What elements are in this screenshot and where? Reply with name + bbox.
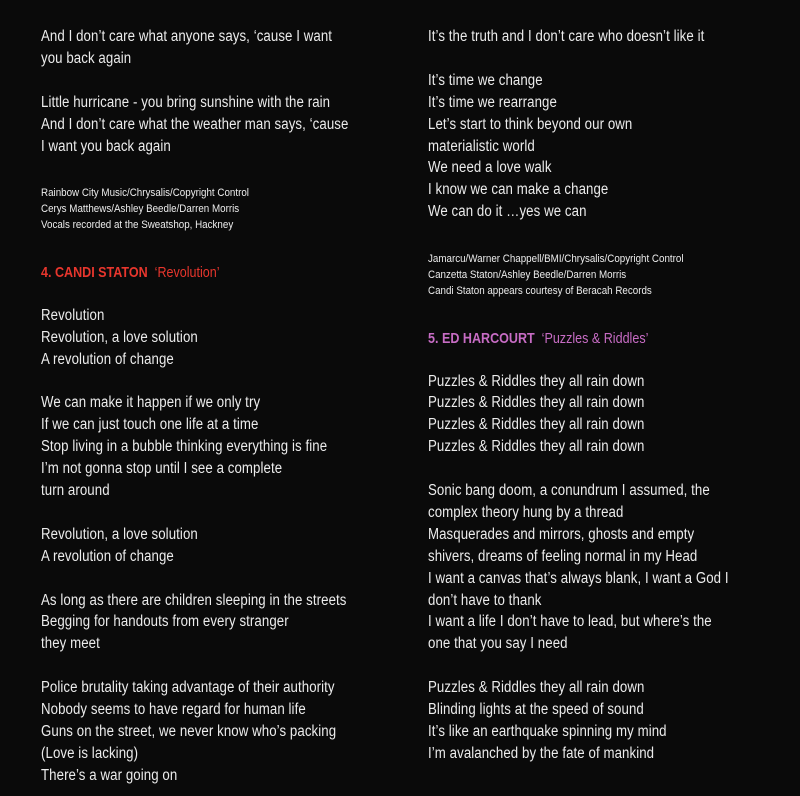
- lyric-line: Puzzles & Riddles they all rain down: [428, 438, 645, 456]
- lyric-line: As long as there are children sleeping in the streets: [41, 591, 347, 609]
- lyric-line: I’m not gonna stop until I see a complete: [41, 460, 283, 478]
- song-credits: [41, 186, 355, 233]
- lyric-line: I want you back again: [41, 137, 171, 155]
- lyric-line: Puzzles & Riddles they all rain down: [428, 679, 645, 697]
- lyric-line: materialistic world: [428, 137, 535, 155]
- right-column: [428, 26, 793, 765]
- lyric-line: It’s time we rearrange: [428, 93, 557, 111]
- lyric-stanza: [41, 26, 355, 70]
- credit-line: Canzetta Staton/Ashley Beedle/Darren Morris: [428, 268, 627, 281]
- song-credits: [428, 252, 742, 299]
- lyric-stanza: [41, 524, 355, 568]
- lyric-stanza: [428, 371, 742, 459]
- lyric-line: I want a life I don’t have to lead, but where’s the: [428, 613, 712, 631]
- lyric-line: And I don’t care what anyone says, ‘cause I want: [41, 28, 333, 45]
- lyric-line: shivers, dreams of feeling normal in my Head: [428, 547, 698, 565]
- lyric-line: We need a love walk: [428, 159, 552, 177]
- track-title: ‘Puzzles & Riddles’: [541, 330, 649, 347]
- lyric-stanza: [428, 677, 742, 765]
- lyric-line: I’m avalanched by the fate of mankind: [428, 744, 655, 762]
- lyric-line: you back again: [41, 49, 132, 67]
- lyric-line: Revolution, a love solution: [41, 525, 198, 543]
- lyric-line: If we can just touch one life at a time: [41, 416, 259, 434]
- track-heading: [41, 263, 355, 283]
- lyric-line: Begging for handouts from every stranger: [41, 613, 289, 631]
- lyric-line: Police brutality taking advantage of their authority: [41, 679, 335, 697]
- lyric-line: A revolution of change: [41, 547, 174, 565]
- lyric-line: Puzzles & Riddles they all rain down: [428, 416, 645, 434]
- lyric-stanza: [41, 590, 355, 656]
- lyric-line: Nobody seems to have regard for human life: [41, 701, 306, 719]
- lyric-line: turn around: [41, 482, 110, 500]
- credit-line: Rainbow City Music/Chrysalis/Copyright Control: [41, 187, 249, 200]
- lyric-stanza: [428, 480, 742, 655]
- lyric-line: Puzzles & Riddles they all rain down: [428, 394, 645, 412]
- lyric-line: Guns on the street, we never know who’s packing: [41, 722, 337, 740]
- track-title: ‘Revolution’: [154, 264, 220, 281]
- track-heading: [428, 329, 742, 349]
- lyric-line: Puzzles & Riddles they all rain down: [428, 372, 645, 390]
- lyric-line: Masquerades and mirrors, ghosts and empty: [428, 525, 695, 543]
- lyric-line: Sonic bang doom, a conundrum I assumed, the: [428, 482, 710, 500]
- lyric-line: Revolution: [41, 306, 105, 324]
- left-column: [41, 26, 406, 787]
- lyric-line: Let’s start to think beyond our own: [428, 115, 633, 133]
- lyric-line: Little hurricane - you bring sunshine with the rain: [41, 93, 331, 111]
- lyric-stanza: [41, 392, 355, 502]
- lyric-line: We can make it happen if we only try: [41, 394, 261, 412]
- credit-line: Cerys Matthews/Ashley Beedle/Darren Morris: [41, 203, 240, 216]
- track-artist: 5. ED HARCOURT: [428, 330, 535, 347]
- lyric-line: I want a canvas that’s always blank, I want a God I: [428, 569, 729, 587]
- lyric-line: We can do it …yes we can: [428, 203, 587, 221]
- credit-line: Vocals recorded at the Sweatshop, Hackney: [41, 219, 234, 232]
- lyric-line: A revolution of change: [41, 350, 174, 368]
- lyric-stanza: [428, 26, 742, 48]
- lyric-stanza: [41, 305, 355, 371]
- lyric-line: Blinding lights at the speed of sound: [428, 701, 644, 719]
- lyric-stanza: [41, 677, 355, 787]
- lyric-line: (Love is lacking): [41, 744, 139, 762]
- lyric-stanza: [428, 70, 742, 223]
- lyric-line: complex theory hung by a thread: [428, 503, 624, 521]
- lyric-line: It’s like an earthquake spinning my mind: [428, 723, 667, 740]
- lyric-line: Revolution, a love solution: [41, 328, 198, 346]
- lyric-line: And I don’t care what the weather man says, ‘cause: [41, 115, 349, 133]
- lyric-line: It’s the truth and I don’t care who doesn’t like it: [428, 28, 705, 45]
- lyric-line: There’s a war going on: [41, 766, 178, 784]
- credit-line: Candi Staton appears courtesy of Beracah Records: [428, 284, 652, 297]
- credit-line: Jamarcu/Warner Chappell/BMI/Chrysalis/Copyright Control: [428, 253, 684, 266]
- lyric-line: don’t have to thank: [428, 591, 542, 609]
- lyric-stanza: [41, 92, 355, 158]
- lyric-line: Stop living in a bubble thinking everything is fine: [41, 438, 328, 456]
- lyric-line: they meet: [41, 635, 100, 653]
- lyric-line: one that you say I need: [428, 635, 568, 653]
- lyric-line: I know we can make a change: [428, 181, 609, 199]
- lyric-line: It’s time we change: [428, 71, 543, 89]
- track-artist: 4. CANDI STATON: [41, 264, 148, 281]
